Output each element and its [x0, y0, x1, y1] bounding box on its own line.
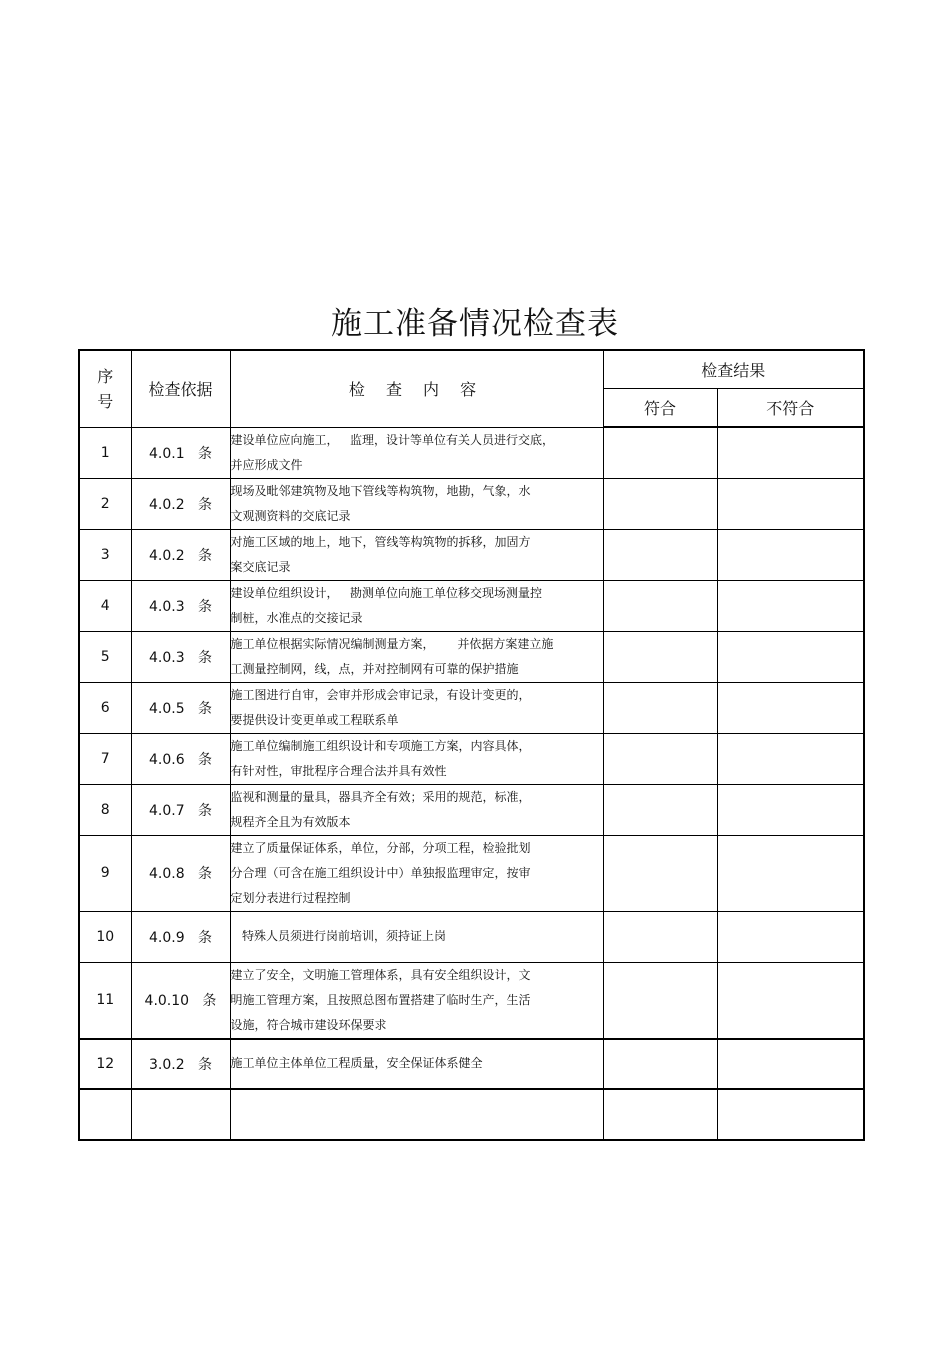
- table-row: [79, 835, 864, 911]
- table-row: [79, 911, 864, 962]
- row-content: [230, 1039, 603, 1089]
- row-basis: 4.0.1 条: [131, 427, 230, 478]
- row-fail-cell[interactable]: [717, 1039, 864, 1089]
- row-content-line: 现场及毗邻建筑物及地下管线等构筑物，地勘，气象，水: [230, 483, 531, 498]
- row-seq: 3: [79, 529, 131, 580]
- row-basis: 4.0.3 条: [131, 631, 230, 682]
- row-content: [230, 529, 603, 580]
- row-fail-cell[interactable]: [717, 580, 864, 631]
- row-content: [230, 580, 603, 631]
- row-content-line: 制桩，水准点的交接记录: [230, 610, 363, 625]
- row-fail-cell[interactable]: [717, 529, 864, 580]
- row-seq: 6: [79, 682, 131, 733]
- row-content-line: 工测量控制网，线，点，并对控制网有可靠的保护措施: [230, 661, 519, 676]
- table-row: [79, 478, 864, 529]
- row-content: [230, 962, 603, 1039]
- row-seq: 9: [79, 835, 131, 911]
- row-content: [230, 784, 603, 835]
- row-content: [230, 733, 603, 784]
- row-seq: 8: [79, 784, 131, 835]
- row-seq: 11: [79, 962, 131, 1039]
- row-content-line: 有针对性，审批程序合理合法并具有效性: [230, 763, 447, 778]
- row-content: [230, 478, 603, 529]
- row-seq: 1: [79, 427, 131, 478]
- table-row: [79, 529, 864, 580]
- row-pass-cell[interactable]: [603, 682, 717, 733]
- empty-row: [79, 1089, 864, 1140]
- table-row: [79, 427, 864, 478]
- row-basis: 4.0.7 条: [131, 784, 230, 835]
- row-fail-cell[interactable]: [717, 784, 864, 835]
- table-row: [79, 733, 864, 784]
- table-row: [79, 1039, 864, 1089]
- row-content-line: 设施，符合城市建设环保要求: [230, 1017, 387, 1032]
- row-content-line: 文观测资料的交底记录: [230, 508, 351, 523]
- row-content-line: 施工图进行自审，会审并形成会审记录，有设计变更的，: [230, 687, 531, 702]
- table-row: [79, 784, 864, 835]
- header-content-label: 检 查 内 容: [348, 380, 485, 400]
- empty-fail: [717, 1089, 864, 1140]
- row-pass-cell[interactable]: [603, 1039, 717, 1089]
- row-content-line: 施工单位主体单位工程质量，安全保证体系健全: [230, 1056, 483, 1070]
- row-content: [230, 682, 603, 733]
- row-basis: 4.0.2 条: [131, 478, 230, 529]
- header-basis: 检查依据: [131, 350, 230, 427]
- table-row: [79, 962, 864, 1039]
- row-content-line: 规程齐全且为有效版本: [230, 814, 351, 829]
- inspection-table: [78, 349, 865, 1141]
- empty-basis: [131, 1089, 230, 1140]
- header-content: [230, 350, 603, 427]
- row-basis: 3.0.2 条: [131, 1039, 230, 1089]
- row-seq: 2: [79, 478, 131, 529]
- header-seq-label: 序号: [97, 366, 114, 411]
- row-fail-cell[interactable]: [717, 631, 864, 682]
- table-body: [79, 427, 864, 1140]
- empty-seq: [79, 1089, 131, 1140]
- row-fail-cell[interactable]: [717, 733, 864, 784]
- row-content: [230, 911, 603, 962]
- row-seq: 12: [79, 1039, 131, 1089]
- row-pass-cell[interactable]: [603, 911, 717, 962]
- row-content-line: 施工单位根据实际情况编制测量方案， 并依据方案建立施: [230, 636, 554, 651]
- row-pass-cell[interactable]: [603, 478, 717, 529]
- row-content: [230, 427, 603, 478]
- table-row: [79, 682, 864, 733]
- row-content-line: 明施工管理方案，且按照总图布置搭建了临时生产，生活: [230, 992, 531, 1007]
- table-row: [79, 631, 864, 682]
- row-basis: 4.0.3 条: [131, 580, 230, 631]
- row-pass-cell[interactable]: [603, 427, 717, 478]
- row-content-line: 监视和测量的量具，器具齐全有效；采用的规范，标准，: [230, 789, 531, 804]
- page-title: 施工准备情况检查表: [331, 306, 619, 342]
- row-content-line: 特殊人员须进行岗前培训，须持证上岗: [230, 929, 446, 943]
- row-pass-cell[interactable]: [603, 580, 717, 631]
- row-pass-cell[interactable]: [603, 529, 717, 580]
- header-fail: 不符合: [717, 388, 864, 427]
- row-content-line: 案交底记录: [230, 559, 291, 574]
- table-row: [79, 580, 864, 631]
- header-result: 检查结果: [603, 350, 864, 388]
- row-fail-cell[interactable]: [717, 478, 864, 529]
- header-pass: 符合: [603, 388, 717, 427]
- row-content-line: 分合理（可含在施工组织设计中）单独报监理审定，按审: [230, 865, 531, 880]
- row-pass-cell[interactable]: [603, 733, 717, 784]
- row-basis: 4.0.10 条: [131, 962, 230, 1039]
- row-pass-cell[interactable]: [603, 784, 717, 835]
- row-content-line: 建设单位组织设计， 勘测单位向施工单位移交现场测量控: [230, 585, 542, 600]
- row-content-line: 要提供设计变更单或工程联系单: [230, 712, 399, 727]
- row-content: [230, 631, 603, 682]
- row-content-line: 建立了质量保证体系，单位，分部，分项工程，检验批划: [230, 840, 531, 855]
- row-fail-cell[interactable]: [717, 835, 864, 911]
- row-content-line: 建立了安全，文明施工管理体系，具有安全组织设计，文: [230, 967, 531, 982]
- row-fail-cell[interactable]: [717, 682, 864, 733]
- row-content-line: 建设单位应向施工， 监理，设计等单位有关人员进行交底，: [230, 432, 554, 447]
- empty-pass: [603, 1089, 717, 1140]
- row-basis: 4.0.5 条: [131, 682, 230, 733]
- row-seq: 7: [79, 733, 131, 784]
- row-seq: 5: [79, 631, 131, 682]
- header-seq: [79, 350, 131, 427]
- row-basis: 4.0.8 条: [131, 835, 230, 911]
- row-seq: 4: [79, 580, 131, 631]
- row-content-line: 并应形成文件: [230, 457, 303, 472]
- empty-content: [230, 1089, 603, 1140]
- row-fail-cell[interactable]: [717, 427, 864, 478]
- row-content-line: 施工单位编制施工组织设计和专项施工方案，内容具体，: [230, 738, 531, 753]
- row-seq: 10: [79, 911, 131, 962]
- row-basis: 4.0.9 条: [131, 911, 230, 962]
- row-content: [230, 835, 603, 911]
- row-fail-cell[interactable]: [717, 911, 864, 962]
- row-basis: 4.0.6 条: [131, 733, 230, 784]
- row-pass-cell[interactable]: [603, 631, 717, 682]
- row-content-line: 对施工区域的地上，地下，管线等构筑物的拆移，加固方: [230, 534, 531, 549]
- row-content-line: 定划分表进行过程控制: [230, 890, 351, 905]
- row-pass-cell[interactable]: [603, 835, 717, 911]
- row-basis: 4.0.2 条: [131, 529, 230, 580]
- row-pass-cell[interactable]: [603, 962, 717, 1039]
- row-fail-cell[interactable]: [717, 962, 864, 1039]
